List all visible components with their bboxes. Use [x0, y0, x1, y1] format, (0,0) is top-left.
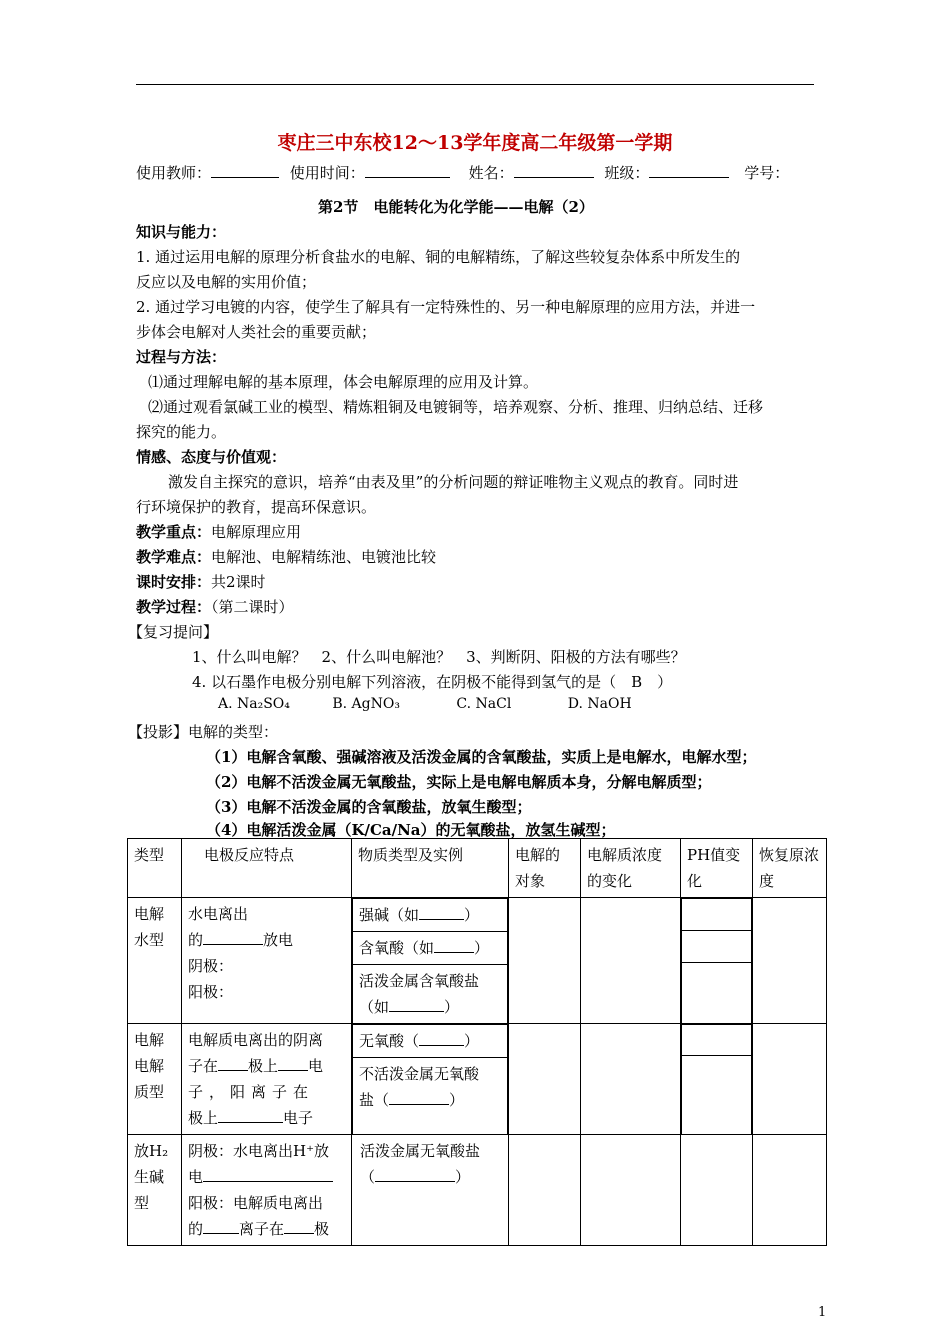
teacher-blank[interactable]	[211, 163, 279, 178]
time-label: 使用时间：	[289, 164, 365, 182]
row2-restore	[753, 1024, 827, 1135]
close-paren: ）	[474, 939, 490, 957]
header-type: 类型	[128, 839, 182, 898]
row2-example-1	[353, 1025, 508, 1058]
header-concentration: 电解质浓度的变化	[581, 839, 681, 898]
row3-feature-4b: 离子在	[239, 1220, 285, 1238]
row2-feature-3: 子，阳离子在	[188, 1083, 315, 1101]
name-blank[interactable]	[514, 163, 594, 178]
header-ph: PH值变化	[681, 839, 753, 898]
row1-example-1-text: 强碱（如	[359, 906, 420, 924]
process-item2-line1: ⑵通过观看氯碱工业的模型、精炼粗铜及电镀铜等，培养观察、分析、推理、归纳总结、迁移	[148, 398, 764, 416]
teacher-label: 使用教师：	[136, 164, 212, 182]
class-blank[interactable]	[649, 163, 729, 178]
review-q123: 1、什么叫电解？ 2、什么叫电解池？ 3、判断阴、阳极的方法有哪些？	[192, 648, 686, 666]
number-label: 学号：	[744, 164, 790, 182]
row3-example-blank[interactable]	[375, 1167, 455, 1182]
row3-feature-4c: 极	[314, 1220, 330, 1238]
row1-concentration	[581, 898, 681, 1024]
row3-example-2-text: （	[360, 1168, 376, 1186]
row2-example-2-blank[interactable]	[389, 1090, 449, 1105]
row2-blank-2[interactable]	[278, 1056, 308, 1071]
row2-ph-cell	[682, 1056, 752, 1135]
row2-feature	[182, 1024, 352, 1135]
row1-feature	[182, 898, 352, 1024]
row1-feature-a: 水电离出	[188, 905, 249, 923]
focus-value: 电解原理应用	[211, 523, 302, 541]
row1-ph	[681, 898, 753, 1024]
header-feature: 电极反应特点	[182, 839, 352, 898]
table-row	[128, 1135, 827, 1246]
difficulty-line	[136, 546, 436, 567]
section-title: 第2节 电能转化为化学能——电解（2）	[318, 198, 594, 216]
close-paren: ）	[444, 998, 460, 1016]
row2-feature-2	[188, 1053, 345, 1079]
header-object: 电解的对象	[509, 839, 581, 898]
row2-example-2-text-b: 盐（	[359, 1091, 390, 1109]
row2-example-2-text: 不活泼金属无氧酸	[359, 1065, 480, 1083]
knowledge-p2-line1: 2. 通过学习电镀的内容，使学生了解具有一定特殊性的、另一种电解原理的应用方法，并进一	[136, 298, 756, 316]
row1-restore	[753, 898, 827, 1024]
row3-feature	[182, 1135, 352, 1246]
document-title: 枣庄三中东校12～13学年度高二年级第一学期	[277, 132, 673, 154]
row2-example-1-blank[interactable]	[419, 1031, 464, 1046]
schedule-line	[136, 571, 266, 592]
row3-feature-4	[188, 1216, 345, 1242]
row2-examples	[352, 1024, 509, 1135]
row2-feature-4	[188, 1105, 345, 1131]
row2-blank-3[interactable]	[218, 1108, 283, 1123]
difficulty-label: 教学难点：	[136, 548, 212, 566]
review-q4: 4. 以石墨作电极分别电解下列溶液，在阴极不能得到氢气的是（ B ）	[192, 673, 673, 691]
row2-ph	[681, 1024, 753, 1135]
row2-feature-2c: 电	[308, 1057, 324, 1075]
review-options	[218, 696, 632, 712]
knowledge-heading: 知识与能力：	[136, 223, 227, 241]
row1-example-1-blank[interactable]	[419, 905, 464, 920]
row3-feature-3: 阳极：电解质电离出	[188, 1194, 324, 1212]
row3-examples	[352, 1135, 509, 1246]
row3-restore	[753, 1135, 827, 1246]
row3-feature-2-text: 电	[188, 1168, 204, 1186]
projection-type3: （3）电解不活泼金属的含氧酸盐，放氧生酸型；	[206, 798, 532, 816]
knowledge-p1-line1: 1. 通过运用电解的原理分析食盐水的电解、铜的电解精练，了解这些较复杂体系中所发生的	[136, 248, 741, 266]
name-label: 姓名：	[468, 164, 514, 182]
class-label: 班级：	[604, 164, 650, 182]
procedure-label: 教学过程：	[136, 598, 212, 616]
row2-ph-cell	[682, 1025, 752, 1056]
row1-example-3-text: 活泼金属含氧酸盐	[359, 972, 480, 990]
option-b: B. AgNO₃	[332, 696, 400, 712]
row1-example-2-text: 含氧酸（如	[359, 939, 435, 957]
row3-blank-2[interactable]	[203, 1219, 239, 1234]
row1-ph-cell	[682, 899, 752, 931]
row3-type: 放H₂生碱型	[128, 1135, 182, 1246]
row2-feature-4a: 极上	[188, 1109, 219, 1127]
row1-feature-b-pre: 的	[188, 931, 204, 949]
knowledge-p1-line2: 反应以及电解的实用价值；	[136, 273, 317, 291]
table-row	[128, 1024, 827, 1135]
row1-example-2-blank[interactable]	[434, 938, 474, 953]
row3-blank-3[interactable]	[284, 1219, 314, 1234]
row1-example-1	[353, 899, 508, 932]
schedule-value: 共2课时	[211, 573, 266, 591]
row2-feature-4b: 电子	[283, 1109, 314, 1127]
row3-feature-2	[188, 1164, 345, 1190]
option-a: A. Na₂SO₄	[218, 696, 290, 712]
header-info-line	[136, 162, 789, 183]
option-d: D. NaOH	[567, 696, 632, 712]
close-paren: ）	[464, 906, 480, 924]
row2-feature-1: 电解质电离出的阴离	[188, 1031, 324, 1049]
focus-line	[136, 521, 301, 542]
schedule-label: 课时安排：	[136, 573, 212, 591]
row3-example-1: 活泼金属无氧酸盐	[360, 1142, 481, 1160]
projection-type4: （4）电解活泼金属（K/Ca/Na）的无氧酸盐，放氢生碱型；	[206, 821, 616, 839]
row1-feature-blank[interactable]	[203, 930, 263, 945]
row2-concentration	[581, 1024, 681, 1135]
focus-label: 教学重点：	[136, 523, 212, 541]
row2-feature-2b: 极上	[248, 1057, 279, 1075]
row1-object	[509, 898, 581, 1024]
projection-heading: 【投影】电解的类型：	[128, 723, 279, 741]
row3-concentration	[581, 1135, 681, 1246]
emotion-line2: 行环境保护的教育，提高环保意识。	[136, 498, 377, 516]
row2-type: 电解电解质型	[128, 1024, 182, 1135]
row3-ph	[681, 1135, 753, 1246]
row3-example-2	[360, 1164, 502, 1190]
row1-example-3	[353, 965, 508, 1024]
row1-examples	[352, 898, 509, 1024]
header-restore: 恢复原浓度	[753, 839, 827, 898]
row3-feature-1: 阴极：水电离出H⁺放	[188, 1142, 329, 1160]
option-c: C. NaCl	[456, 696, 512, 712]
row2-feature-2a: 子在	[188, 1057, 219, 1075]
row1-example-2	[353, 932, 508, 965]
row3-feature-4a: 的	[188, 1220, 204, 1238]
close-paren: ）	[455, 1168, 471, 1186]
process-item1: ⑴通过理解电解的基本原理，体会电解原理的应用及计算。	[148, 373, 539, 391]
knowledge-p2-line2: 步体会电解对人类社会的重要贡献；	[136, 323, 377, 341]
header-substance: 物质类型及实例	[352, 839, 509, 898]
projection-type1: （1）电解含氧酸、强碱溶液及活泼金属的含氧酸盐，实质上是电解水，电解水型；	[206, 748, 757, 766]
procedure-line	[136, 596, 294, 617]
page-number: 1	[818, 1305, 827, 1320]
review-heading: 【复习提问】	[128, 623, 219, 641]
row1-ph-cell	[682, 963, 752, 1024]
electrolysis-types-table	[127, 838, 827, 1246]
row1-example-3-blank[interactable]	[389, 997, 444, 1012]
row2-object	[509, 1024, 581, 1135]
close-paren: ）	[449, 1091, 465, 1109]
emotion-heading: 情感、态度与价值观：	[136, 448, 287, 466]
row1-ph-cell	[682, 931, 752, 963]
row2-blank-1[interactable]	[218, 1056, 248, 1071]
row1-example-3-text-b: （如	[359, 998, 390, 1016]
row1-type: 电解水型	[128, 898, 182, 1024]
table-row	[128, 898, 827, 1024]
process-heading: 过程与方法：	[136, 348, 227, 366]
table-header-row	[128, 839, 827, 898]
row1-feature-b-post: 放电	[263, 931, 294, 949]
row3-blank-1[interactable]	[203, 1167, 333, 1182]
difficulty-value: 电解池、电解精练池、电镀池比较	[211, 548, 437, 566]
time-blank[interactable]	[365, 163, 450, 178]
close-paren: ）	[464, 1032, 480, 1050]
row3-object	[509, 1135, 581, 1246]
row2-example-2	[353, 1058, 508, 1135]
row1-cathode: 阴极：	[188, 957, 234, 975]
header-rule	[136, 84, 814, 85]
process-item2-line2: 探究的能力。	[136, 423, 227, 441]
row2-example-1-text: 无氧酸（	[359, 1032, 420, 1050]
row1-anode: 阳极：	[188, 983, 234, 1001]
projection-type2: （2）电解不活泼金属无氧酸盐，实际上是电解电解质本身，分解电解质型；	[206, 773, 712, 791]
emotion-line1: 激发自主探究的意识，培养“由表及里”的分析问题的辩证唯物主义观点的教育。同时进	[168, 473, 739, 491]
procedure-value: （第二课时）	[211, 598, 294, 616]
row1-feature-b	[188, 927, 345, 953]
